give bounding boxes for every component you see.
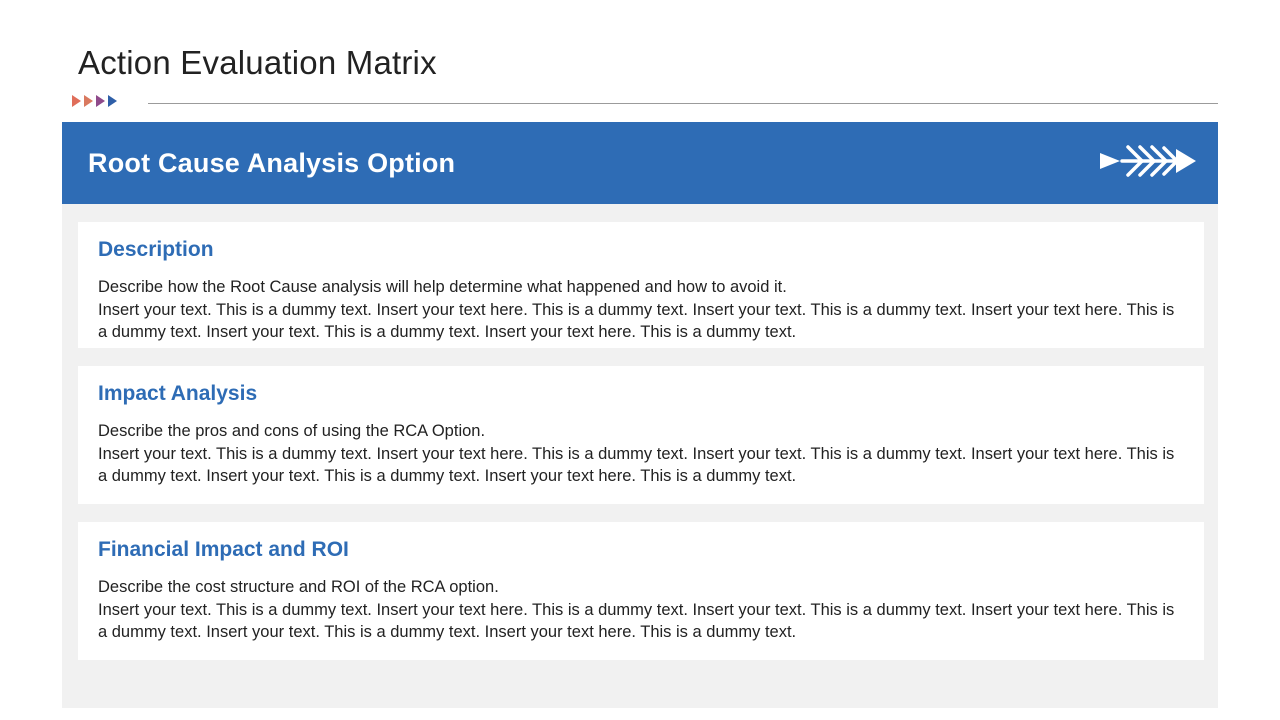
card-body-text: Insert your text. This is a dummy text. Insert your text here. This is a dummy text. Insert your text. This is a dummy text. Insert your text here. This is a dummy text. Insert your text. This is a dummy text. Insert your text here. This is a dummy text. <box>98 601 1175 641</box>
card-lead-text: Describe how the Root Cause analysis will help determine what happened and how to avoid it. <box>98 278 787 296</box>
card-title: Impact Analysis <box>98 382 258 405</box>
chevron-right-icon <box>96 95 105 107</box>
card-lead-text: Describe the pros and cons of using the RCA Option. <box>98 422 486 440</box>
chevron-right-icon <box>72 95 81 107</box>
title-divider <box>72 95 1218 113</box>
card-body-text: Insert your text. This is a dummy text. Insert your text here. This is a dummy text. Insert your text. This is a dummy text. Insert your text here. This is a dummy text. Insert your text. This is a dummy text. Insert your text here. This is a dummy text. <box>98 445 1175 485</box>
card-lead-text: Describe the cost structure and ROI of the RCA option. <box>98 578 499 596</box>
card-body-text: Insert your text. This is a dummy text. Insert your text here. This is a dummy text. Insert your text. This is a dummy text. Insert your text here. This is a dummy text. Insert your text. This is a dummy text. Insert your text here. This is a dummy text. <box>98 301 1175 341</box>
card-description <box>78 222 1204 348</box>
panel-header-title: Root Cause Analysis Option <box>88 147 456 178</box>
chevron-right-icon <box>84 95 93 107</box>
card-title: Description <box>98 238 214 261</box>
fishbone-icon <box>1100 139 1196 188</box>
content-panel <box>62 122 1218 708</box>
panel-header <box>62 122 1218 204</box>
card-impact-analysis <box>78 366 1204 504</box>
card-list <box>78 222 1204 678</box>
card-title: Financial Impact and ROI <box>98 538 349 561</box>
divider-line <box>148 103 1218 104</box>
chevron-right-icon <box>108 95 117 107</box>
chevron-accent-group <box>72 95 117 107</box>
card-financial-impact-roi <box>78 522 1204 660</box>
page-title: Action Evaluation Matrix <box>78 44 437 81</box>
